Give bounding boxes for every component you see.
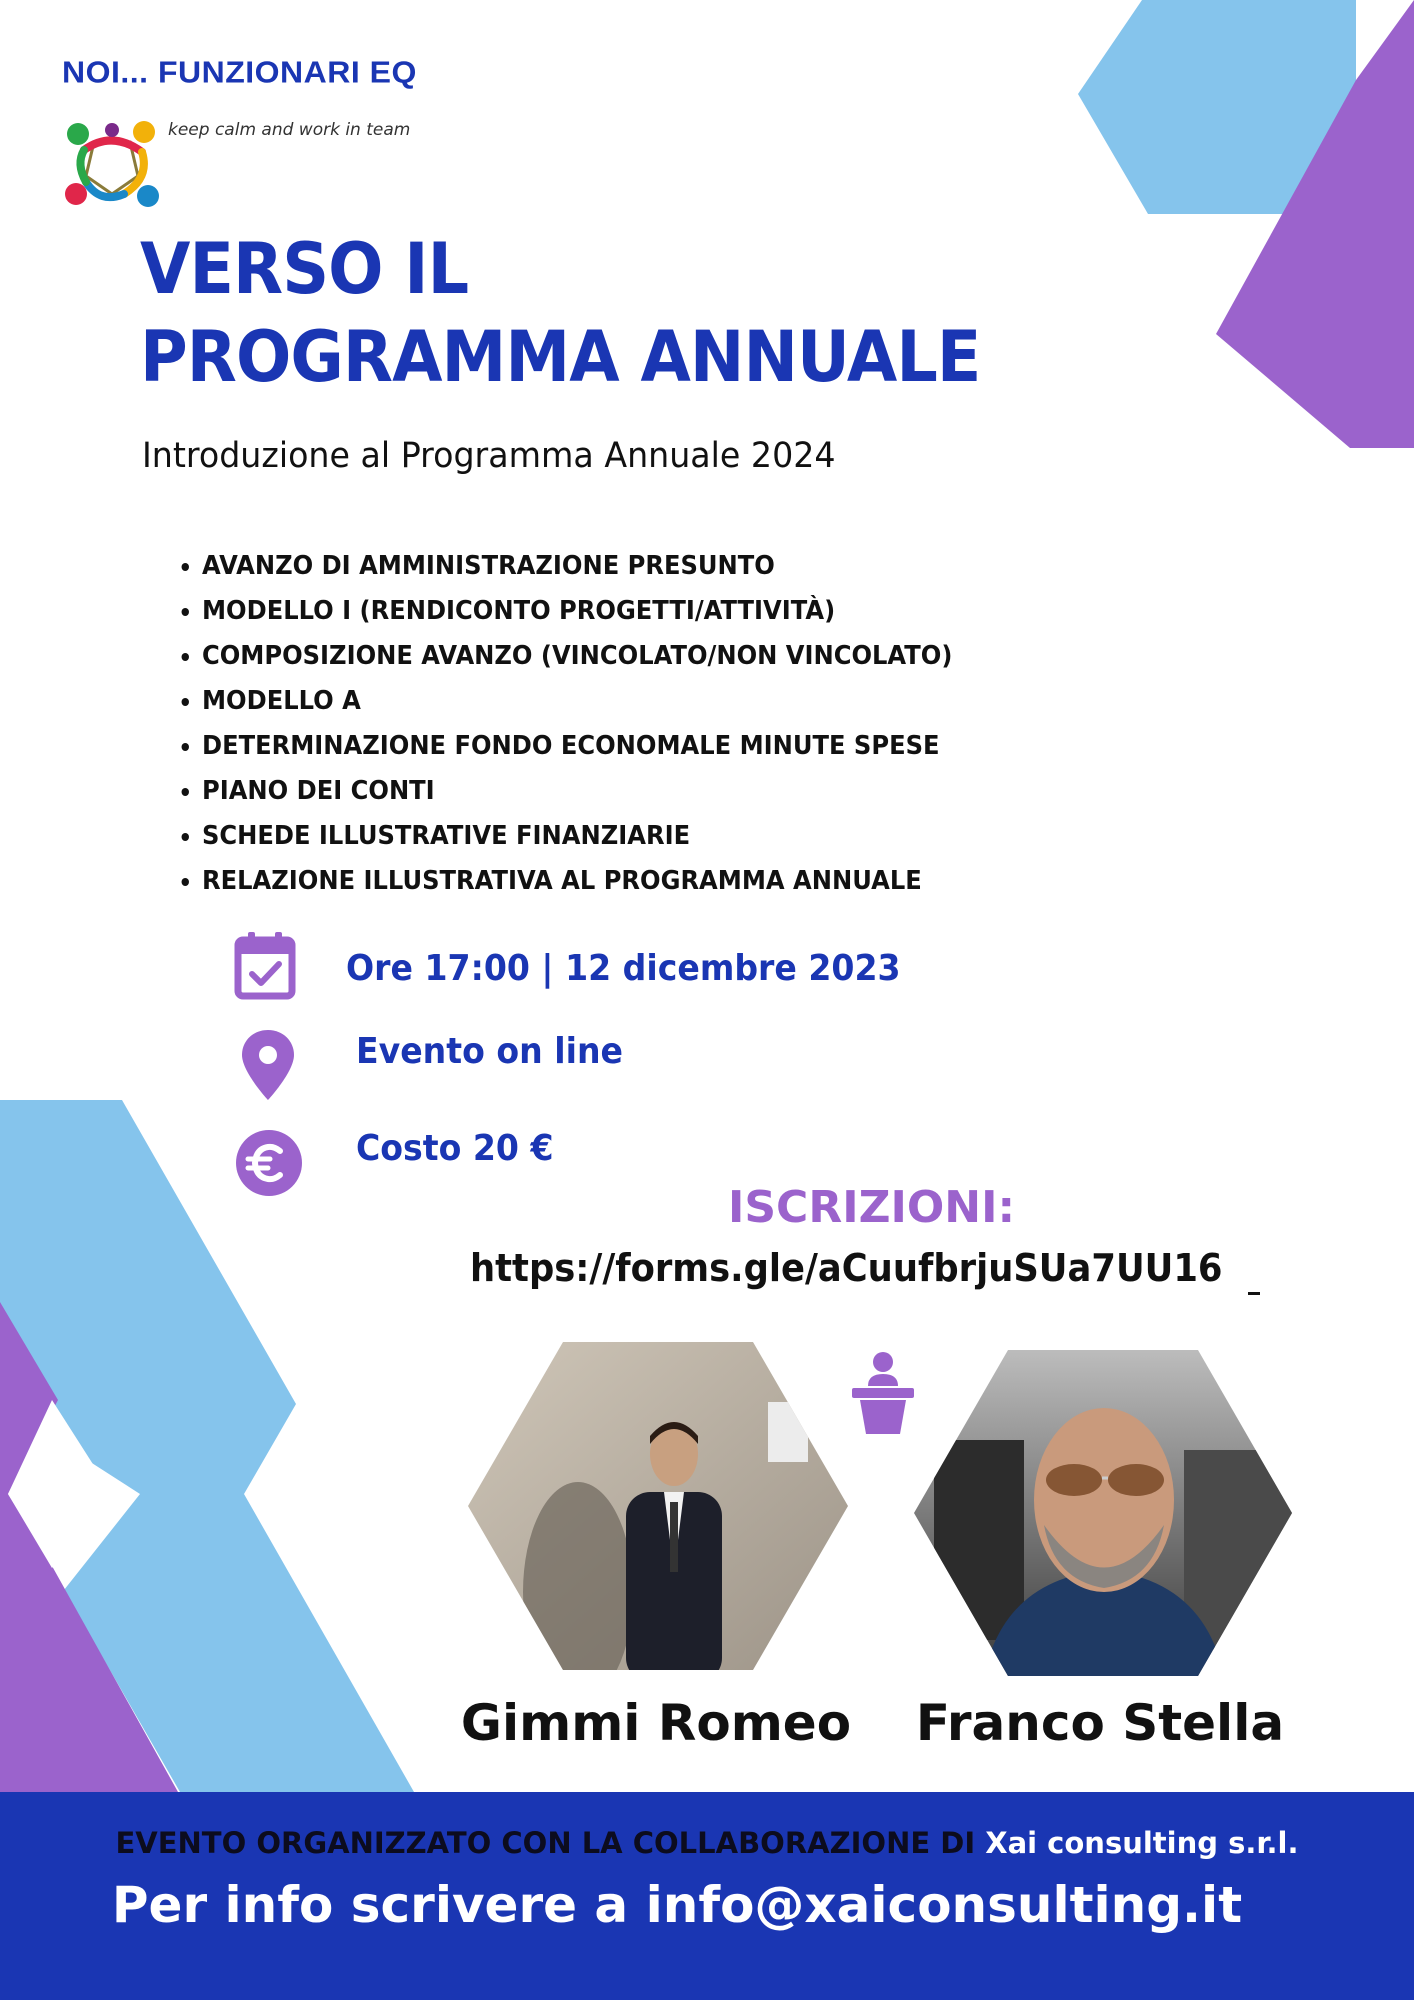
event-location: Evento on line — [356, 1031, 623, 1072]
topic-item: • SCHEDE ILLUSTRATIVE FINANZIARIE — [202, 814, 952, 859]
topic-item: • AVANZO DI AMMINISTRAZIONE PRESUNTO — [202, 544, 952, 589]
title-line-2: PROGRAMMA ANNUALE — [140, 316, 981, 398]
decorative-shapes-bottom-left — [0, 1090, 420, 1792]
event-datetime: Ore 17:00 | 12 dicembre 2023 — [346, 948, 901, 989]
speaker-photo-gimmi-romeo — [468, 1342, 848, 1670]
registration-title: ISCRIZIONI: — [728, 1182, 1016, 1233]
topic-item: • COMPOSIZIONE AVANZO (VINCOLATO/NON VINCOLATO) — [202, 634, 952, 679]
speaker-photo-franco-stella — [914, 1350, 1292, 1676]
organized-prefix: EVENTO ORGANIZZATO CON LA COLLABORAZIONE DI — [115, 1826, 976, 1860]
title-line-1: VERSO IL — [140, 228, 469, 310]
subtitle: Introduzione al Programma Annuale 2024 — [142, 436, 836, 476]
topics-list — [162, 544, 1009, 904]
footer-contact: Per info scrivere a info@xaiconsulting.it — [111, 1876, 1243, 1934]
podium-speaker-icon — [852, 1350, 914, 1434]
topic-item: • MODELLO A — [202, 679, 952, 724]
topic-item: • MODELLO I (RENDICONTO PROGETTI/ATTIVITÀ) — [202, 589, 952, 634]
speaker-name-1: Gimmi Romeo — [460, 1694, 852, 1752]
link-trailing-underscore — [1248, 1292, 1260, 1295]
topic-item: • PIANO DEI CONTI — [202, 769, 952, 814]
tagline: keep calm and work in team — [168, 120, 411, 140]
location-pin-icon — [242, 1030, 294, 1100]
euro-coin-icon — [236, 1130, 302, 1196]
topic-item: • RELAZIONE ILLUSTRATIVA AL PROGRAMMA ANNUALE — [202, 859, 952, 904]
speaker-name-2: Franco Stella — [915, 1694, 1285, 1752]
registration-link[interactable]: https://forms.gle/aCuufbrjuSUa7UU16 — [470, 1246, 1223, 1290]
calendar-check-icon — [234, 932, 296, 1000]
team-logo-icon — [64, 120, 160, 210]
event-cost: Costo 20 € — [356, 1128, 554, 1169]
brand-name: NOI... FUNZIONARI EQ — [62, 54, 417, 90]
topic-item: • DETERMINAZIONE FONDO ECONOMALE MINUTE SPESE — [202, 724, 952, 769]
footer-organizer-line — [0, 1826, 1414, 1860]
organizer-name: Xai consulting s.r.l. — [985, 1826, 1299, 1860]
